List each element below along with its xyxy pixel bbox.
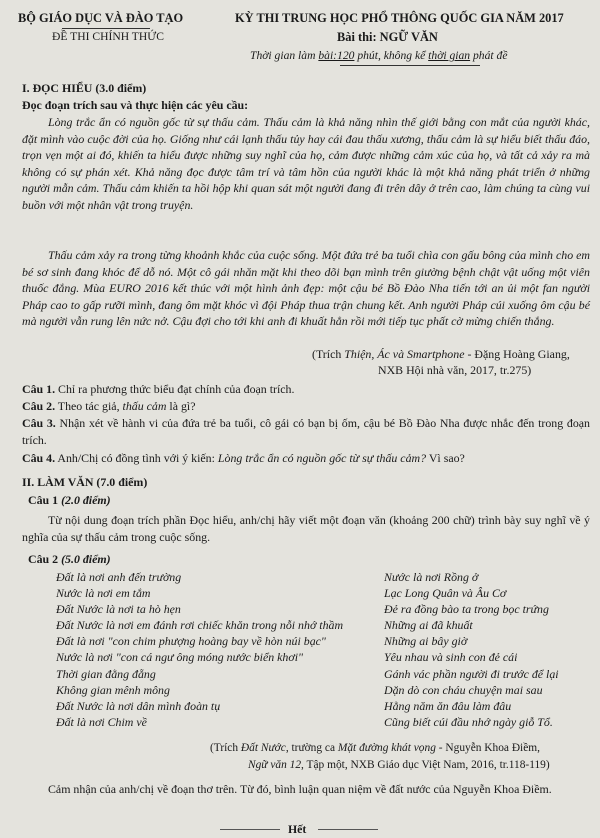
poem-left-column [56, 569, 343, 730]
poem-line: Nước là nơi "con cá ngư ông móng nước biển khơi" [56, 650, 304, 665]
question-2: Câu 2. Theo tác giả, thấu cảm là gì? [22, 399, 196, 413]
part2-heading: II. LÀM VĂN (7.0 điểm) [22, 475, 148, 489]
question-3: Câu 3. Nhận xét về hành vi của đứa trẻ ba tuổi, cô gái có bạn bị ốm, cậu bé Bồ Đào Nha được nhắc đến trong đoạn trích. [22, 416, 590, 447]
essay-question-2-task: Cảm nhận của anh/chị về đoạn thơ trên. Từ đó, bình luận quan niệm về đất nước của Nguyễn Khoa Điềm. [48, 782, 552, 796]
header-right-underline [340, 65, 480, 66]
poem-line: Đất là nơi anh đến trường [56, 570, 182, 584]
question-1: Câu 1. Chỉ ra phương thức biểu đạt chính của đoạn trích. [22, 382, 295, 396]
header-left-underline [62, 28, 150, 29]
poem-line: Đất Nước là nơi ta hò hẹn [56, 602, 181, 617]
reading-passage-1: Lòng trắc ẩn có nguồn gốc từ sự thấu cảm. Thấu cảm là khả năng nhìn thế giới bằng con mắt của người khác, đặt mình vào cuộc đời của họ. Giống như cái lạnh thấu tủy hay cái đau thấu xương, thấu cảm là sự hiểu biết thấu đáo, trọn vẹn một ai đó, khiến ta hiểu được những suy nghĩ của họ, cảm được những cảm xúc của họ, và tất cả xảy ra mà không có sự phán xét. Khả năng đọc được tâm trí và tâm hồn của người khác là một khả năng phát triển ở những người mẫn cảm. Thấu cảm khiến ta hồi hộp khi quan sát một người đang đi trên dây ở trên cao, làm chúng ta cùng vui buồn với một nhân vật trong truyện. [22, 115, 590, 212]
official-exam-label: ĐỀ THI CHÍNH THỨC [52, 30, 164, 43]
poem-line: Nước là nơi Rồng ở [384, 570, 479, 584]
poem-line: Những ai bây giờ [384, 634, 468, 649]
essay-question-1-text: Từ nội dung đoạn trích phần Đọc hiểu, anh/chị hãy viết một đoạn văn (khoảng 200 chữ) trình bày suy nghĩ về ý nghĩa của sự thấu cảm trong cuộc sống. [22, 513, 590, 544]
poem-source-publisher: Ngữ văn 12, Tập một, NXB Giáo dục Việt Nam, 2016, tr.118-119) [248, 759, 550, 771]
poem-right-column [384, 569, 559, 730]
poem-line: Không gian mênh mông [56, 682, 170, 697]
poem-line: Dặn dò con cháu chuyện mai sau [384, 682, 543, 697]
passage-source: (Trích Thiện, Ác và Smartphone - Đặng Hoàng Giang, [312, 347, 570, 361]
poem-line: Hằng năm ăn đâu làm đâu [384, 698, 512, 713]
poem-line: Đất là nơi Chim về [56, 714, 147, 729]
essay-question-1-label: Câu 1 (2.0 điểm) [28, 493, 111, 507]
poem-line: Đất là nơi "con chim phượng hoàng bay về hòn núi bạc" [56, 634, 326, 649]
exam-subject: Bài thi: NGỮ VĂN [337, 30, 438, 44]
poem-source: (Trích Đất Nước, trường ca Mặt đường khát vọng - Nguyễn Khoa Điềm, [210, 742, 540, 754]
passage-source-publisher: NXB Hội nhà văn, 2017, tr.275) [378, 363, 532, 377]
poem-line: Thời gian đằng đẵng [56, 666, 156, 681]
ministry-name: BỘ GIÁO DỤC VÀ ĐÀO TẠO [18, 11, 184, 25]
poem-line: Đất Nước là nơi em đánh rơi chiếc khăn trong nỗi nhớ thầm [56, 618, 344, 633]
end-marker: Hết [288, 822, 307, 836]
part1-heading: I. ĐỌC HIỂU (3.0 điểm) [22, 81, 147, 95]
footer-rule-left [220, 829, 280, 830]
poem-line: Những ai đã khuất [384, 618, 473, 633]
poem-line: Đất Nước là nơi dân mình đoàn tụ [56, 698, 221, 713]
reading-passage-2: Thấu cảm xảy ra trong từng khoảnh khắc của cuộc sống. Một đứa trẻ ba tuổi chìa con gấu bông của mình cho em bé sơ sinh đang khóc để dỗ nó. Một cô gái nhăn mặt khi theo dõi bạn mình trên giường bệnh chật vật uống một viên thuốc đắng. Mùa EURO 2016 kết thúc với một hình ảnh đẹp: một cậu bé Bồ Đào Nha tiến tới an ủi một fan người Pháp cao to gấp rưỡi mình, đang ôm mặt khóc vì đội Pháp thua trận chung kết. Anh người Pháp cúi xuống ôm cậu bé mà người vẫn rung lên nức nở. Cậu đợi cho tới khi anh đi khuất hẳn rồi mới tiếp tục phất cờ mừng chiến thắng. [22, 248, 590, 329]
part1-instruction: Đọc đoạn trích sau và thực hiện các yêu cầu: [22, 98, 249, 112]
poem-line: Yêu nhau và sinh con đẻ cái [384, 650, 518, 665]
poem-line: Lạc Long Quân và Âu Cơ [384, 586, 507, 601]
poem-line: Nước là nơi em tắm [56, 586, 151, 601]
essay-question-2-label: Câu 2 (5.0 điểm) [28, 552, 111, 566]
poem-line: Cũng biết cúi đầu nhớ ngày giỗ Tổ. [384, 714, 553, 729]
exam-title: KỲ THI TRUNG HỌC PHỔ THÔNG QUỐC GIA NĂM 2017 [235, 11, 564, 25]
exam-duration: Thời gian làm bài:120 phút, không kể thời gian phát đề [250, 49, 508, 62]
poem-line: Đẻ ra đồng bào ta trong bọc trứng [384, 602, 549, 617]
question-4: Câu 4. Anh/Chị có đồng tình với ý kiến: Lòng trắc ẩn có nguồn gốc từ sự thấu cảm? Vì sao? [22, 451, 465, 465]
poem-line: Gánh vác phần người đi trước để lại [384, 666, 559, 681]
footer-rule-right [318, 829, 378, 830]
